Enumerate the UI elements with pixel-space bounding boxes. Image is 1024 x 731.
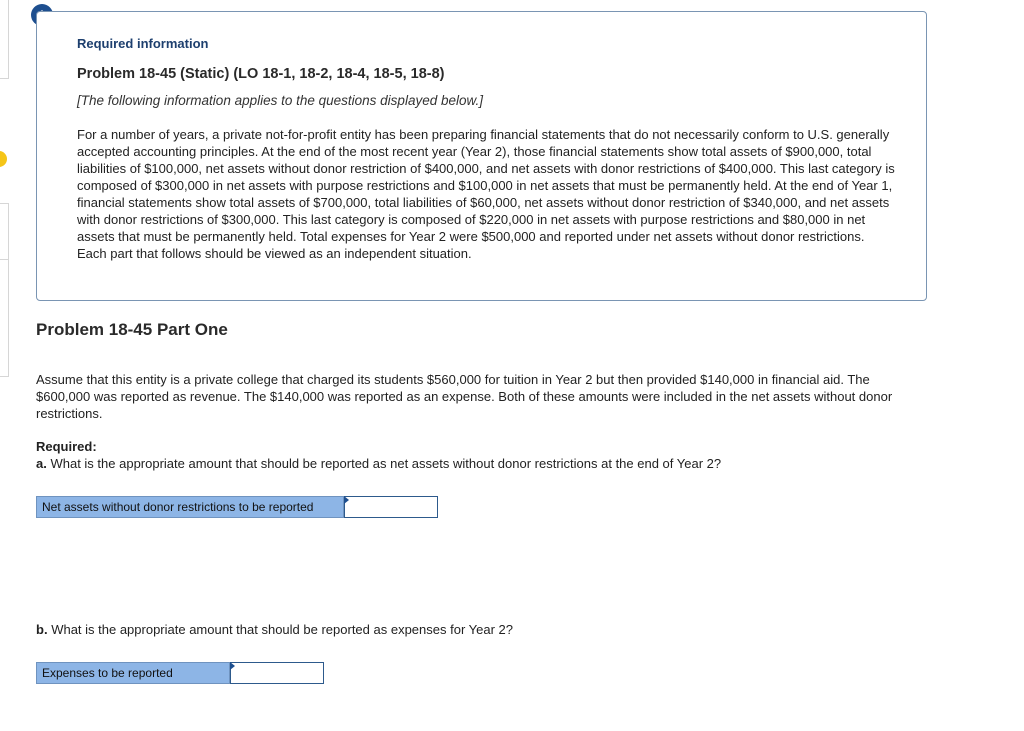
required-information-heading: Required information (77, 36, 209, 51)
answer-b-wrapper (230, 662, 324, 684)
answer-a-label: Net assets without donor restrictions to be reported (36, 496, 344, 518)
answer-a-input[interactable] (344, 496, 438, 518)
question-b-letter: b. (36, 622, 48, 637)
question-b-text: What is the appropriate amount that should be reported as expenses for Year 2? (51, 622, 513, 637)
scenario-text: Assume that this entity is a private college that charged its students $560,000 for tuition in Year 2 but then provided $140,000 in financial aid. The $600,000 was reported as revenue. The $140,000 was reported as an expense. Both of these amounts were included in the net assets without donor restrictions. (36, 372, 893, 421)
answer-row-a (36, 496, 438, 518)
question-a (36, 456, 721, 471)
left-panel-fragment-bottom (0, 259, 9, 377)
input-marker-icon (230, 662, 235, 670)
part-heading: Problem 18-45 Part One (36, 320, 228, 339)
problem-title: Problem 18-45 (Static) (LO 18-1, 18-2, 18-4, 18-5, 18-8) (77, 66, 445, 82)
required-information-panel (36, 11, 927, 301)
problem-description: For a number of years, a private not-for-profit entity has been preparing financial statements that do not necessarily conform to U.S. generally accepted accounting principles. At the end of the most recent year (Year 2), those financial statements show total assets of $900,000, total liabilities of $100,000, net assets without donor restriction of $400,000, and net assets with donor restrictions of $400,000. This last category is composed of $300,000 in net assets with purpose restrictions and $100,000 in net assets that must be permanently held. At the end of Year 1, financial statements show total assets of $700,000, total liabilities of $60,000, net assets without donor restriction of $340,000, and net assets with donor restrictions of $300,000. This last category is composed of $220,000 in net assets with purpose restrictions and $80,000 in net assets that must be permanently held. Total expenses for Year 2 were $500,000 and reported under net assets without donor restrictions. Each part that follows should be viewed as an independent situation. (77, 127, 895, 261)
question-a-text: What is the appropriate amount that should be reported as net assets without donor restrictions at the end of Year 2? (50, 456, 722, 471)
left-panel-fragment-middle (0, 203, 9, 261)
question-b (36, 622, 513, 637)
input-marker-icon (344, 496, 349, 504)
answer-a-wrapper (344, 496, 438, 518)
answer-row-b (36, 662, 324, 684)
answer-b-label: Expenses to be reported (36, 662, 230, 684)
question-a-letter: a. (36, 456, 47, 471)
left-panel-fragment-top (0, 0, 9, 79)
required-label: Required: (36, 439, 97, 454)
status-dot-icon (0, 151, 7, 167)
applies-note: [The following information applies to the questions displayed below.] (77, 93, 483, 108)
answer-b-input[interactable] (230, 662, 324, 684)
